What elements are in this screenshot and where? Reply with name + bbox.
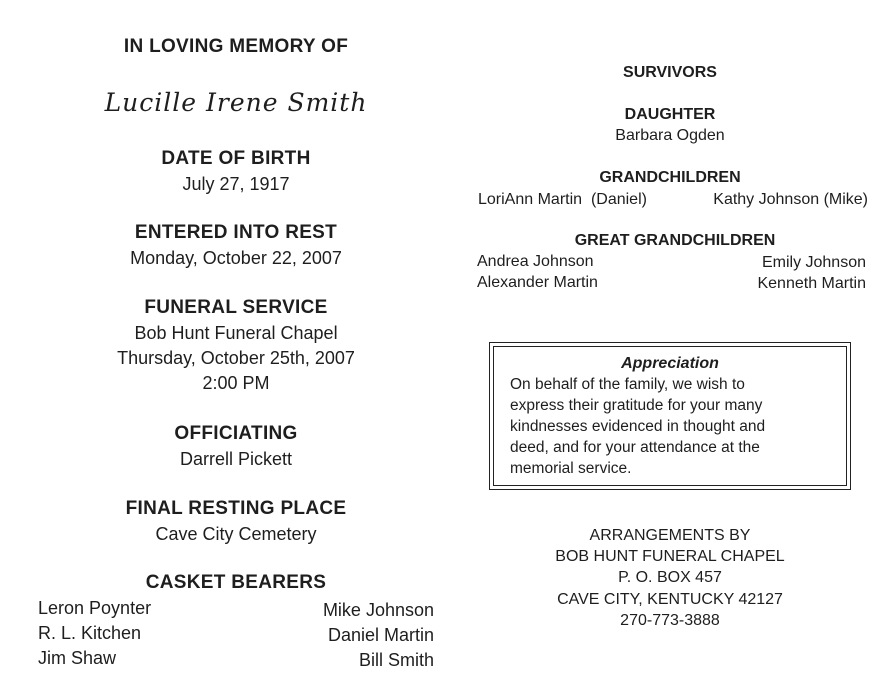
appreciation-line-3: kindnesses evidenced in thought and (510, 418, 766, 435)
arrangements-line-2: BOB HUNT FUNERAL CHAPEL (555, 548, 785, 565)
service-date: Thursday, October 25th, 2007 (117, 348, 355, 368)
service-label: FUNERAL SERVICE (144, 297, 328, 318)
service-time: 2:00 PM (202, 373, 270, 393)
appreciation-body (510, 374, 830, 479)
resting-label: FINAL RESTING PLACE (125, 498, 347, 519)
great-grandchild-right-1: Emily Johnson (761, 254, 866, 271)
bearer-right-3: Bill Smith (358, 650, 434, 670)
grandchild-left: LoriAnn Martin (Daniel) (478, 191, 647, 208)
officiating-label: OFFICIATING (174, 423, 298, 444)
daughter-name: Barbara Ogden (615, 127, 725, 144)
resting-place: Cave City Cemetery (155, 524, 317, 544)
birth-label: DATE OF BIRTH (161, 148, 311, 169)
bearer-left-1: Leron Poynter (38, 598, 152, 618)
birth-date: July 27, 1917 (182, 174, 290, 194)
daughter-label: DAUGHTER (624, 106, 716, 123)
bearer-right-1: Mike Johnson (322, 600, 434, 620)
survivors-panel (470, 0, 882, 692)
officiating-name: Darrell Pickett (179, 449, 293, 469)
appreciation-title: Appreciation (621, 355, 719, 372)
survivors-label: SURVIVORS (623, 64, 717, 81)
appreciation-line-4: deed, and for your attendance at the (510, 439, 760, 456)
appreciation-line-5: memorial service. (510, 460, 632, 477)
deceased-name: Lucille Irene Smith (104, 88, 368, 117)
rest-label: ENTERED INTO REST (134, 222, 338, 243)
arrangements-line-1: ARRANGEMENTS BY (589, 527, 751, 544)
appreciation-line-2: express their gratitude for your many (510, 397, 763, 414)
great-grandchildren-label: GREAT GRANDCHILDREN (574, 232, 776, 249)
great-grandchild-left-2: Alexander Martin (477, 274, 598, 291)
great-grandchild-left-1: Andrea Johnson (477, 253, 594, 270)
bearer-right-2: Daniel Martin (327, 625, 434, 645)
rest-date: Monday, October 22, 2007 (130, 248, 342, 268)
arrangements-line-3: P. O. BOX 457 (618, 569, 722, 586)
arrangements-line-4: CAVE CITY, KENTUCKY 42127 (557, 591, 783, 608)
memorial-header: IN LOVING MEMORY OF (123, 36, 349, 57)
service-place: Bob Hunt Funeral Chapel (134, 323, 338, 343)
grandchildren-label: GRANDCHILDREN (599, 169, 741, 186)
great-grandchild-right-2: Kenneth Martin (757, 275, 866, 292)
appreciation-inner (493, 346, 847, 486)
appreciation-box (489, 342, 851, 490)
memorial-panel (36, 0, 436, 692)
grandchild-right: Kathy Johnson (Mike) (713, 191, 868, 208)
bearer-left-2: R. L. Kitchen (38, 623, 142, 643)
bearer-left-3: Jim Shaw (38, 648, 117, 668)
bearers-label: CASKET BEARERS (145, 572, 327, 593)
appreciation-line-1: On behalf of the family, we wish to (510, 376, 745, 393)
arrangements-line-5: 270-773-3888 (620, 612, 720, 629)
